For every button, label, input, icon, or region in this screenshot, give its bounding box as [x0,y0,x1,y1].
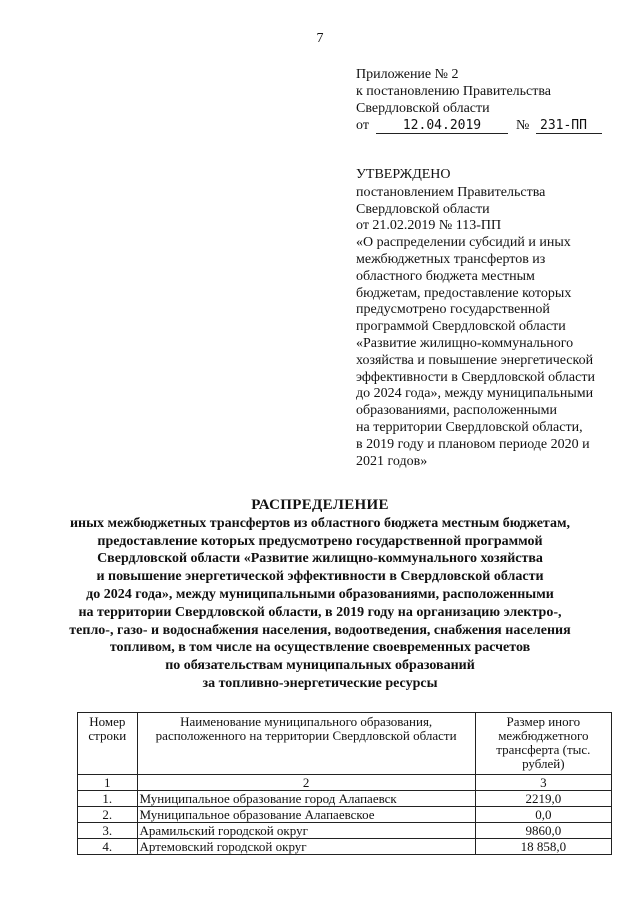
distribution-line: и повышение энергетической эффективности в Свердловской области [96,569,544,585]
amount-cell: 2219,0 [475,791,611,807]
table-row [78,839,612,855]
distribution-line: до 2024 года», между муниципальными образованиями, расположенными [86,586,554,602]
index-cell: 1 [78,775,138,791]
approved-line: в 2019 году и плановом периоде 2020 и [356,436,590,452]
approved-line: программой Свердловской области [356,319,566,335]
distribution-line: Свердловской области «Развитие жилищно-коммунального хозяйства [97,551,543,567]
date-field: 12.04.2019 [376,117,508,134]
approved-line: областного бюджета местным [356,268,535,284]
appendix-block [356,66,616,134]
row-number-cell: 4. [78,839,138,855]
amount-cell: 18 858,0 [475,839,611,855]
date-prefix: от [356,118,369,133]
approved-line: на территории Свердловской области, [356,419,583,435]
appendix-date-line [356,117,616,134]
distribution-line: топливом, в том числе на осуществление своевременных расчетов [109,640,531,656]
header-transfer-amount: Размер иного межбюджетного трансферта (тыс. рублей) [475,713,611,775]
table-index-row [78,775,612,791]
amount-cell: 9860,0 [475,823,611,839]
page-number: 7 [316,31,324,46]
distribution-heading [0,497,640,693]
approved-line: межбюджетных трансфертов из [356,251,546,267]
approved-line: образованиями, расположенными [356,403,558,419]
table-header-row [78,713,612,775]
header-row-number: Номер строки [78,713,138,775]
approved-line: бюджетам, предоставление которых [356,285,572,301]
row-number-cell: 1. [78,791,138,807]
distribution-line: по обязательствам муниципальных образований [165,658,475,674]
municipality-name-cell: Артемовский городской округ [137,839,475,855]
index-cell: 3 [475,775,611,791]
approved-line: «Развитие жилищно-коммунального [356,335,574,351]
header-municipality-name: Наименование муниципального образования, расположенного на территории Свердловской области [137,713,475,775]
appendix-line: Свердловской области [356,101,490,116]
distribution-line: тепло-, газо- и водоснабжения населения, водоотведения, снабжения населения [69,622,571,638]
appendix-line: Приложение № 2 [356,67,459,82]
approved-line: хозяйства и повышение энергетической [356,352,594,368]
municipality-name-cell: Арамильский городской округ [137,823,475,839]
approved-heading: УТВЕРЖДЕНО [356,167,451,182]
table-row [78,791,612,807]
approved-line: предусмотрено государственной [356,302,550,318]
distribution-title: РАСПРЕДЕЛЕНИЕ [251,497,389,513]
approved-line: постановлением Правительства [356,184,546,200]
table-row [78,823,612,839]
municipality-name-cell: Муниципальное образование город Алапаевск [137,791,475,807]
index-cell: 2 [137,775,475,791]
municipality-name-cell: Муниципальное образование Алапаевское [137,807,475,823]
distribution-line: предоставление которых предусмотрено государственной программой [97,533,543,549]
approved-line: эффективности в Свердловской области [356,369,595,385]
row-number-cell: 3. [78,823,138,839]
number-field: 231-ПП [536,117,602,134]
approved-block [356,167,618,470]
number-prefix: № [516,118,530,133]
approved-line: до 2024 года», между муниципальными [356,386,594,402]
approved-line: «О распределении субсидий и иных [356,235,571,251]
approved-line: 2021 годов» [356,453,428,469]
approved-line: Свердловской области [356,201,490,217]
distribution-line: иных межбюджетных трансфертов из областного бюджета местным бюджетам, [69,515,570,531]
table-row [78,807,612,823]
amount-cell: 0,0 [475,807,611,823]
distribution-line: за топливно-энергетические ресурсы [202,675,438,691]
transfers-table [77,712,612,855]
distribution-line: на территории Свердловской области, в 2019 году на организацию электро-, [78,604,562,620]
approved-line: от 21.02.2019 № 113-ПП [356,218,502,234]
row-number-cell: 2. [78,807,138,823]
appendix-line: к постановлению Правительства [356,84,552,99]
